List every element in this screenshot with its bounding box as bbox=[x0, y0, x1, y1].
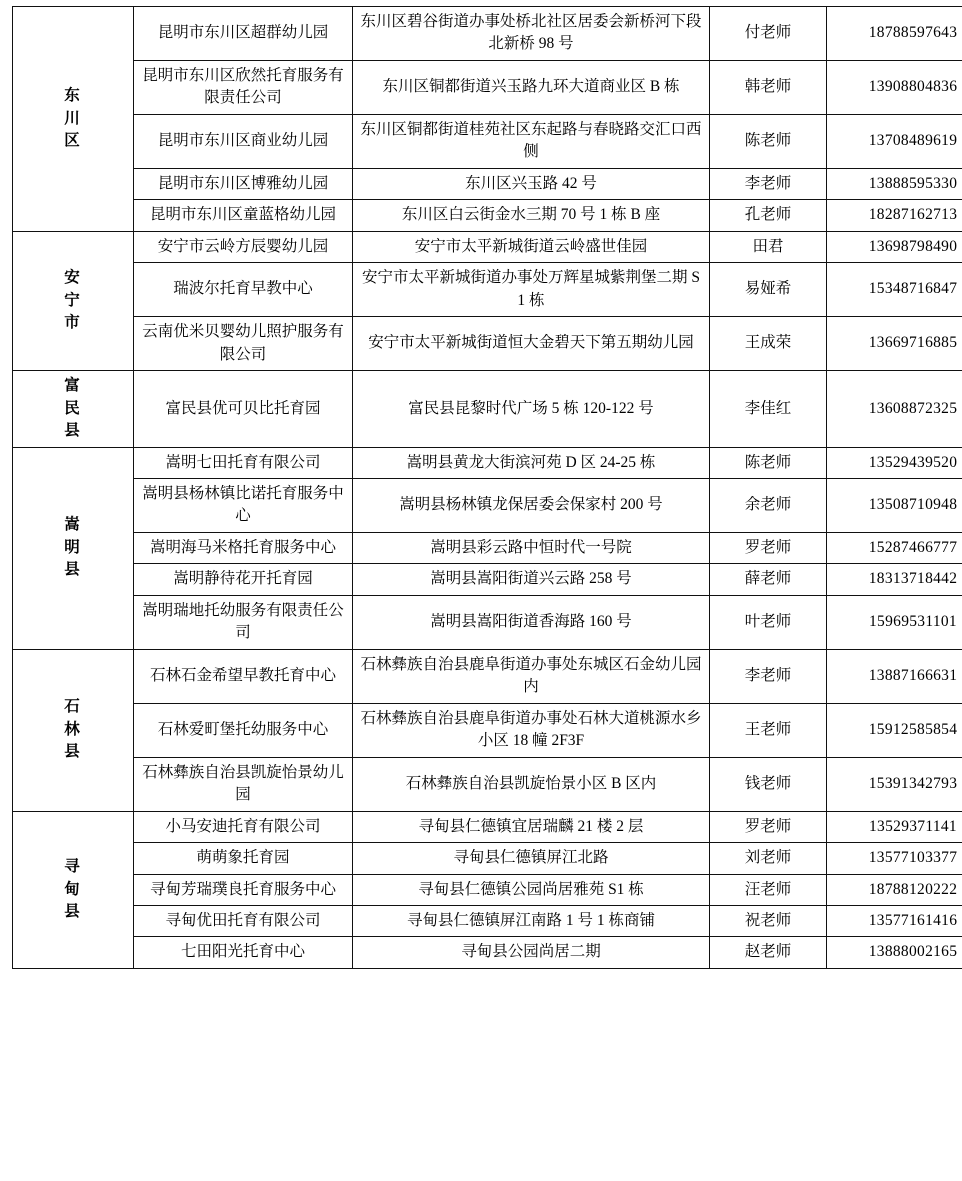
org-name-cell: 嵩明县杨林镇比诺托育服务中心 bbox=[134, 478, 353, 532]
table-row bbox=[13, 757, 962, 811]
contact-phone-cell: 18788120222 bbox=[827, 874, 962, 905]
contact-phone-cell: 18788597643 bbox=[827, 7, 962, 61]
org-name-cell: 安宁市云岭方辰婴幼儿园 bbox=[134, 231, 353, 262]
contact-phone-cell: 15912585854 bbox=[827, 703, 962, 757]
table-body bbox=[13, 7, 962, 969]
district-label: 东川区 bbox=[64, 87, 82, 150]
table-row bbox=[13, 937, 962, 968]
table-row bbox=[13, 447, 962, 478]
contact-person-cell: 钱老师 bbox=[710, 757, 827, 811]
contact-person-cell: 易娅希 bbox=[710, 263, 827, 317]
contact-phone-cell: 15348716847 bbox=[827, 263, 962, 317]
org-name-cell: 萌萌象托育园 bbox=[134, 843, 353, 874]
org-name-cell: 嵩明海马米格托育服务中心 bbox=[134, 532, 353, 563]
table-row bbox=[13, 231, 962, 262]
org-name-cell: 石林爱町堡托幼服务中心 bbox=[134, 703, 353, 757]
address-cell: 富民县昆黎时代广场 5 栋 120-122 号 bbox=[353, 371, 710, 447]
address-cell: 嵩明县黄龙大街滨河苑 D 区 24-25 栋 bbox=[353, 447, 710, 478]
table-row bbox=[13, 263, 962, 317]
org-name-cell: 瑞波尔托育早教中心 bbox=[134, 263, 353, 317]
contact-person-cell: 李老师 bbox=[710, 168, 827, 199]
contact-phone-cell: 13908804836 bbox=[827, 60, 962, 114]
address-cell: 安宁市太平新城街道恒大金碧天下第五期幼儿园 bbox=[353, 317, 710, 371]
address-cell: 寻甸县公园尚居二期 bbox=[353, 937, 710, 968]
address-cell: 寻甸县仁德镇屏江北路 bbox=[353, 843, 710, 874]
org-name-cell: 嵩明七田托育有限公司 bbox=[134, 447, 353, 478]
district-cell bbox=[13, 649, 134, 811]
address-cell: 东川区铜都街道兴玉路九环大道商业区 B 栋 bbox=[353, 60, 710, 114]
table-row bbox=[13, 114, 962, 168]
org-name-cell: 昆明市东川区欣然托育服务有限责任公司 bbox=[134, 60, 353, 114]
address-cell: 嵩明县杨林镇龙保居委会保家村 200 号 bbox=[353, 478, 710, 532]
table-row bbox=[13, 371, 962, 447]
contact-person-cell: 薛老师 bbox=[710, 564, 827, 595]
table-row bbox=[13, 906, 962, 937]
org-name-cell: 云南优米贝婴幼儿照护服务有限公司 bbox=[134, 317, 353, 371]
contact-phone-cell: 13577161416 bbox=[827, 906, 962, 937]
district-cell bbox=[13, 231, 134, 370]
table-row bbox=[13, 7, 962, 61]
table-row bbox=[13, 649, 962, 703]
childcare-institution-table bbox=[12, 6, 962, 969]
district-cell bbox=[13, 7, 134, 232]
contact-person-cell: 田君 bbox=[710, 231, 827, 262]
contact-phone-cell: 13888595330 bbox=[827, 168, 962, 199]
table-row bbox=[13, 478, 962, 532]
contact-phone-cell: 13608872325 bbox=[827, 371, 962, 447]
district-label: 安宁市 bbox=[64, 269, 82, 332]
contact-person-cell: 李佳红 bbox=[710, 371, 827, 447]
contact-person-cell: 罗老师 bbox=[710, 532, 827, 563]
address-cell: 东川区碧谷街道办事处桥北社区居委会新桥河下段北新桥 98 号 bbox=[353, 7, 710, 61]
district-label: 富民县 bbox=[64, 377, 82, 440]
org-name-cell: 昆明市东川区童蓝格幼儿园 bbox=[134, 200, 353, 231]
address-cell: 嵩明县嵩阳街道兴云路 258 号 bbox=[353, 564, 710, 595]
address-cell: 嵩明县彩云路中恒时代一号院 bbox=[353, 532, 710, 563]
contact-person-cell: 汪老师 bbox=[710, 874, 827, 905]
district-label: 寻甸县 bbox=[64, 858, 82, 920]
address-cell: 石林彝族自治县鹿阜街道办事处石林大道桃源水乡小区 18 幢 2F3F bbox=[353, 703, 710, 757]
org-name-cell: 石林彝族自治县凯旋怡景幼儿园 bbox=[134, 757, 353, 811]
contact-phone-cell: 13669716885 bbox=[827, 317, 962, 371]
contact-phone-cell: 15391342793 bbox=[827, 757, 962, 811]
contact-person-cell: 孔老师 bbox=[710, 200, 827, 231]
address-cell: 东川区兴玉路 42 号 bbox=[353, 168, 710, 199]
address-cell: 安宁市太平新城街道云岭盛世佳园 bbox=[353, 231, 710, 262]
contact-phone-cell: 13708489619 bbox=[827, 114, 962, 168]
org-name-cell: 昆明市东川区商业幼儿园 bbox=[134, 114, 353, 168]
contact-person-cell: 祝老师 bbox=[710, 906, 827, 937]
contact-person-cell: 余老师 bbox=[710, 478, 827, 532]
table-row bbox=[13, 703, 962, 757]
contact-person-cell: 陈老师 bbox=[710, 114, 827, 168]
table-row bbox=[13, 200, 962, 231]
address-cell: 寻甸县仁德镇宜居瑞麟 21 楼 2 层 bbox=[353, 811, 710, 842]
address-cell: 石林彝族自治县凯旋怡景小区 B 区内 bbox=[353, 757, 710, 811]
contact-person-cell: 王成荣 bbox=[710, 317, 827, 371]
district-cell bbox=[13, 811, 134, 968]
address-cell: 安宁市太平新城街道办事处万辉星城紫荆堡二期 S1 栋 bbox=[353, 263, 710, 317]
contact-phone-cell: 15969531101 bbox=[827, 595, 962, 649]
table-row bbox=[13, 532, 962, 563]
contact-phone-cell: 13888002165 bbox=[827, 937, 962, 968]
table-row bbox=[13, 843, 962, 874]
address-cell: 东川区铜都街道桂苑社区东起路与春晓路交汇口西侧 bbox=[353, 114, 710, 168]
table-row bbox=[13, 564, 962, 595]
contact-person-cell: 罗老师 bbox=[710, 811, 827, 842]
address-cell: 嵩明县嵩阳街道香海路 160 号 bbox=[353, 595, 710, 649]
contact-phone-cell: 13698798490 bbox=[827, 231, 962, 262]
contact-person-cell: 刘老师 bbox=[710, 843, 827, 874]
address-cell: 东川区白云街金水三期 70 号 1 栋 B 座 bbox=[353, 200, 710, 231]
org-name-cell: 小马安迪托育有限公司 bbox=[134, 811, 353, 842]
district-cell bbox=[13, 371, 134, 447]
table-row bbox=[13, 595, 962, 649]
org-name-cell: 嵩明瑞地托幼服务有限责任公司 bbox=[134, 595, 353, 649]
contact-person-cell: 付老师 bbox=[710, 7, 827, 61]
org-name-cell: 寻甸优田托育有限公司 bbox=[134, 906, 353, 937]
org-name-cell: 七田阳光托育中心 bbox=[134, 937, 353, 968]
org-name-cell: 昆明市东川区超群幼儿园 bbox=[134, 7, 353, 61]
table-row bbox=[13, 60, 962, 114]
org-name-cell: 富民县优可贝比托育园 bbox=[134, 371, 353, 447]
contact-person-cell: 王老师 bbox=[710, 703, 827, 757]
contact-phone-cell: 15287466777 bbox=[827, 532, 962, 563]
org-name-cell: 嵩明静待花开托育园 bbox=[134, 564, 353, 595]
org-name-cell: 石林石金希望早教托育中心 bbox=[134, 649, 353, 703]
table-row bbox=[13, 874, 962, 905]
contact-phone-cell: 13887166631 bbox=[827, 649, 962, 703]
contact-phone-cell: 13529371141 bbox=[827, 811, 962, 842]
address-cell: 寻甸县仁德镇屏江南路 1 号 1 栋商铺 bbox=[353, 906, 710, 937]
district-label: 石林县 bbox=[64, 698, 82, 761]
contact-person-cell: 韩老师 bbox=[710, 60, 827, 114]
contact-phone-cell: 13508710948 bbox=[827, 478, 962, 532]
org-name-cell: 寻甸芳瑞璞良托育服务中心 bbox=[134, 874, 353, 905]
address-cell: 石林彝族自治县鹿阜街道办事处东城区石金幼儿园内 bbox=[353, 649, 710, 703]
district-label: 嵩明县 bbox=[64, 516, 82, 579]
address-cell: 寻甸县仁德镇公园尚居雅苑 S1 栋 bbox=[353, 874, 710, 905]
contact-phone-cell: 18287162713 bbox=[827, 200, 962, 231]
table-row bbox=[13, 811, 962, 842]
contact-person-cell: 赵老师 bbox=[710, 937, 827, 968]
contact-phone-cell: 18313718442 bbox=[827, 564, 962, 595]
org-name-cell: 昆明市东川区博雅幼儿园 bbox=[134, 168, 353, 199]
district-cell bbox=[13, 447, 134, 649]
table-row bbox=[13, 317, 962, 371]
contact-person-cell: 李老师 bbox=[710, 649, 827, 703]
contact-person-cell: 叶老师 bbox=[710, 595, 827, 649]
contact-phone-cell: 13577103377 bbox=[827, 843, 962, 874]
contact-person-cell: 陈老师 bbox=[710, 447, 827, 478]
table-row bbox=[13, 168, 962, 199]
contact-phone-cell: 13529439520 bbox=[827, 447, 962, 478]
